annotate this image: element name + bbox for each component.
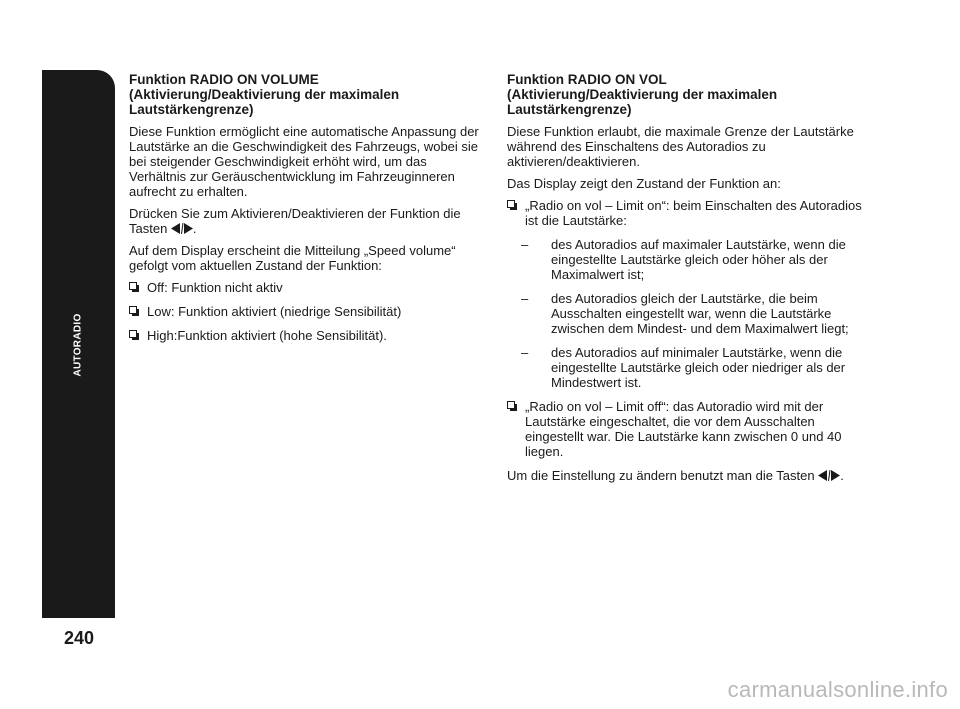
- paragraph: Diese Funktion erlaubt, die maximale Grenze der Lautstärke während des Einschaltens des Autoradios zu aktivieren/deaktivieren.: [507, 124, 854, 169]
- sub-list-item: – des Autoradios auf minimaler Lautstärke, wenn die eingestellte Lautstärke gleich oder niedriger als der Mindestwert ist.: [521, 345, 846, 390]
- checkbox-bullet-icon: [129, 330, 137, 338]
- list-item: Low: Funktion aktiviert (niedrige Sensibilität): [129, 304, 487, 319]
- chapter-label: AUTORADIO: [72, 313, 84, 377]
- paragraph: Das Display zeigt den Zustand der Funktion an:: [507, 176, 781, 191]
- left-column: [129, 72, 487, 352]
- paragraph: Drücken Sie zum Aktivieren/Deaktivieren der Funktion die Tasten .: [129, 206, 461, 236]
- list-item: Off: Funktion nicht aktiv: [129, 280, 487, 295]
- paragraph: Auf dem Display erscheint die Mitteilung „Speed volume“ gefolgt vom aktuellen Zustand der Funktion:: [129, 243, 456, 273]
- radio-on-vol-heading: Funktion RADIO ON VOL (Aktivierung/Deaktivierung der maximalen Lautstärkengrenze): [507, 72, 778, 117]
- radio-on-volume-heading: Funktion RADIO ON VOLUME (Aktivierung/Deaktivierung der maximalen Lautstärkengrenze): [129, 72, 400, 117]
- checkbox-bullet-icon: [129, 282, 137, 290]
- sub-list-item: – des Autoradios auf maximaler Lautstärke, wenn die eingestellte Lautstärke gleich oder höher als der Maximalwert ist;: [521, 237, 846, 282]
- list-item: „Radio on vol – Limit on“: beim Einschalten des Autoradios ist die Lautstärke:: [507, 198, 865, 228]
- paragraph: Diese Funktion ermöglicht eine automatische Anpassung der Lautstärke an die Geschwindigkeit des Fahrzeugs, wobei sie bei steigender Geschwindigkeit erhöht wird, um das Verhältnis zur Geräuschentwicklung im Fahrzeuginneren aufrecht zu erhalten.: [129, 124, 479, 199]
- checkbox-bullet-icon: [507, 200, 515, 208]
- watermark: carmanualsonline.info: [727, 677, 948, 702]
- right-column: [507, 72, 865, 490]
- page-number: 240: [63, 628, 95, 648]
- checkbox-bullet-icon: [507, 401, 515, 409]
- list-item: High:Funktion aktiviert (hohe Sensibilität).: [129, 328, 487, 343]
- paragraph: Um die Einstellung zu ändern benutzt man die Tasten .: [507, 468, 844, 483]
- sub-list-item: – des Autoradios gleich der Lautstärke, die beim Ausschalten eingestellt war, wenn die Lautstärke zwischen dem Mindest- und dem Maximalwert liegt;: [521, 291, 849, 336]
- checkbox-bullet-icon: [129, 306, 137, 314]
- list-item: „Radio on vol – Limit off“: das Autoradio wird mit der Lautstärke eingeschaltet, die vor dem Ausschalten eingestellt war. Die Lautstärke kann zwischen 0 und 40 liegen.: [507, 399, 865, 459]
- left-right-arrows-icon: [171, 223, 193, 234]
- left-right-arrows-icon: [818, 470, 840, 481]
